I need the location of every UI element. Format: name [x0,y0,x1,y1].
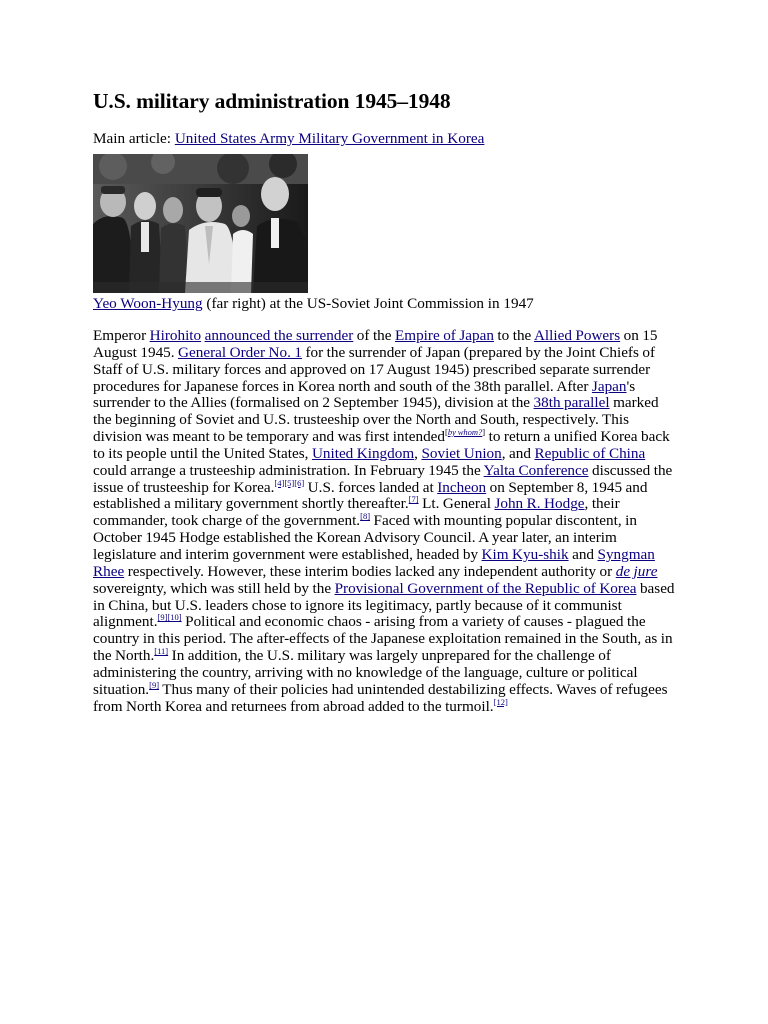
citation-ref [494,697,508,707]
bracket-close: ] [482,427,486,438]
citation-ref [409,494,419,504]
paragraph-text: 's surrender to the Allies (formalised on 2 September 1945), division at the [93,377,636,412]
citation-ref [154,646,168,656]
paragraph-text: could arrange a trusteeship administration. In February 1945 the [93,461,484,479]
wiki-link[interactable]: Soviet Union [421,444,502,462]
citation-link[interactable]: [11] [154,646,169,657]
by-whom-link[interactable] [448,427,482,437]
wiki-link-italic[interactable] [616,563,658,580]
italic-link-text: de jure [615,562,658,580]
paragraph-text: based in China, but U.S. leaders chose to ignore its legitimacy, partly because of it communist alignment. [93,579,675,631]
bracket-open: [ [445,427,448,438]
citation-ref [274,478,284,488]
citation-link[interactable]: [7] [408,494,419,505]
paragraph-text: , and [501,444,535,462]
paragraph-text: Emperor [93,327,150,344]
wiki-link[interactable]: Kim Kyu-shik [481,545,569,563]
citation-link[interactable]: [5] [284,477,295,488]
wiki-link[interactable]: United Kingdom [311,444,415,462]
paragraph-text: respectively. However, these interim bodies lacked any independent authority or [124,562,616,580]
citation-ref [360,511,370,521]
body-paragraph [93,328,679,715]
paragraph-text: , their commander, took charge of the government. [93,495,620,530]
wiki-link[interactable]: Yalta Conference [483,461,589,479]
wiki-link[interactable]: announced the surrender [204,327,354,344]
citation-ref [149,680,159,690]
caption-text: (far right) at the US-Soviet Joint Commission in 1947 [202,295,534,312]
citation-link[interactable]: [9] [157,612,168,623]
paragraph-text: Faced with mounting popular discontent, in October 1945 Hodge established the Korean Advisory Council. A year later, an interim legislature and interim government were established, headed by [93,512,637,563]
citation-link[interactable]: [6] [294,477,305,488]
citation-link[interactable]: [4] [274,477,285,488]
caption-link[interactable]: Yeo Woon-Hyung [93,295,203,312]
photo-caption [93,295,679,312]
paragraph-text: discussed the issue of trusteeship for Korea. [93,461,673,496]
wiki-link[interactable]: Provisional Government of the Republic of Korea [334,579,637,597]
historical-photo [93,154,308,293]
paragraph-text: of the [353,327,395,344]
paragraph-text: to return a unified Korea back to its people until the United States, [93,428,670,462]
by-whom-text: by whom? [447,427,483,438]
wiki-link[interactable]: Republic of China [534,444,646,462]
citation-ref [167,612,181,622]
paragraph-text: to the [493,327,534,344]
wiki-link[interactable]: Allied Powers [533,327,621,344]
paragraph-text: for the surrender of Japan (prepared by the Joint Chiefs of Staff of U.S. military forces and approved on 17 August 1945) prescribed separate surrender procedures for Japanese forces in Korea north and south of the 38th parallel. After [93,343,656,395]
citation-link[interactable]: [10] [167,612,182,623]
main-article-note [93,130,679,147]
wiki-link[interactable]: Syngman Rhee [93,545,655,580]
article-section [93,86,679,715]
wiki-link[interactable]: Incheon [437,478,487,496]
section-heading: U.S. military administration 1945–1948 [93,89,451,113]
wiki-link[interactable]: Japan [591,377,627,395]
paragraph-text: Thus many of their policies had unintended destabilizing effects. Waves of refugees from North Korea and returnees from abroad added to the turmoil. [93,680,668,715]
paragraph-text: In addition, the U.S. military was largely unprepared for the challenge of administering the country, arriving with no knowledge of the language, culture or political situation. [93,647,638,698]
citation-ref [158,612,168,622]
paragraph-text: U.S. forces landed at [304,478,438,496]
paragraph-text: Political and economic chaos - arising from a variety of causes - plagued the country in this period. The after-effects of the Japanese exploitation remained in the South, as in the North. [93,613,673,665]
paragraph-text: and [568,545,598,563]
wiki-link[interactable]: John R. Hodge [494,495,585,513]
wiki-link[interactable]: Empire of Japan [395,327,494,344]
paragraph-text: on 15 August 1945. [93,327,658,361]
paragraph-text: on September 8, 1945 and established a military government shortly thereafter. [93,478,648,513]
wiki-link[interactable]: 38th parallel [533,394,610,412]
paragraph-text: sovereignty, which was still held by the [93,579,335,597]
citation-ref [284,478,294,488]
paragraph-text: Lt. General [418,495,495,513]
main-article-label: Main article: [93,130,175,147]
main-article-link[interactable]: United States Army Military Government in Korea [174,130,485,147]
clarification-needed [445,427,485,437]
citation-link[interactable]: [9] [149,679,160,690]
citation-link[interactable]: [8] [360,511,371,522]
wiki-link[interactable]: General Order No. 1 [178,343,302,361]
citation-link[interactable]: [12] [493,696,508,707]
paragraph-text: , [414,444,422,462]
paragraph-text: marked the beginning of Soviet and U.S. trusteeship over the North and South, respectively. This division was meant to be temporary and was first intended [93,394,659,446]
wiki-link[interactable]: Hirohito [149,327,202,344]
citation-ref [294,478,304,488]
